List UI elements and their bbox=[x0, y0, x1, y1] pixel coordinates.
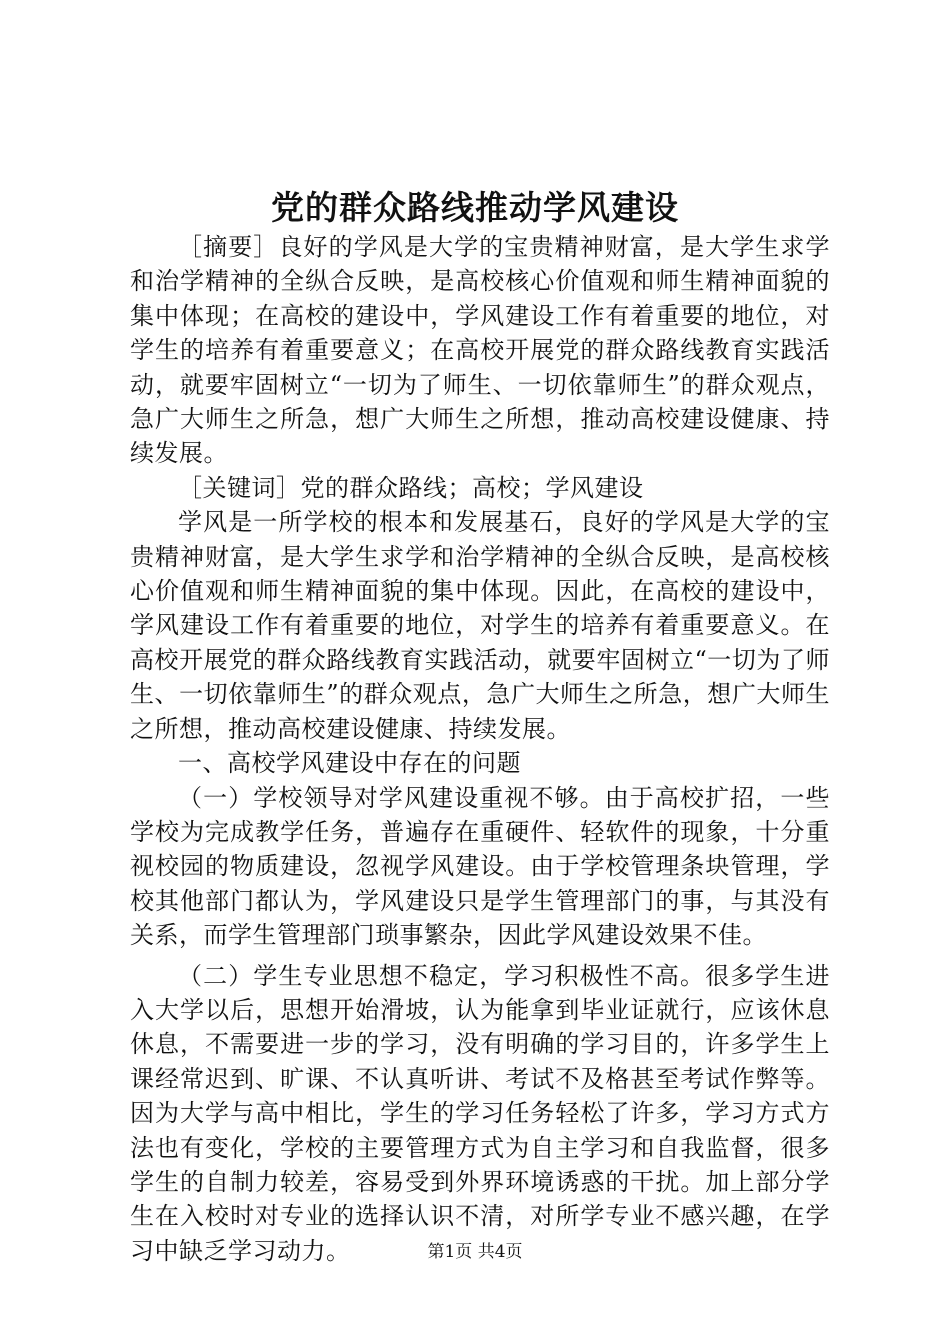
body-paragraph-2: （二）学生专业思想不稳定，学习积极性不高。很多学生进入大学以后，思想开始滑坡，认为能拿到毕业证就行，应该休息休息，不需要进一步的学习，没有明确的学习目的，许多学生上课经常迟到、旷课、不认真听讲、考试不及格甚至考试作弊等。因为大学与高中相比，学生的学习任务轻松了许多，学习方式方法也有变化，学校的主要管理方式为自主学习和自我监督，很多学生的自制力较差，容易受到外界环境诱惑的干扰。加上部分学生在入校时对专业的选择认识不清，对所学专业不感兴趣，在学习中缺乏学习动力。 bbox=[130, 961, 830, 1265]
keywords-paragraph: ［关键词］党的群众路线；高校；学风建设 bbox=[178, 473, 644, 502]
abstract-paragraph: ［摘要］良好的学风是大学的宝贵精神财富，是大学生求学和治学精神的全纵合反映，是高校核心价值观和师生精神面貌的集中体现；在高校的建设中，学风建设工作有着重要的地位，对学生的培养有着重要意义；在高校开展党的群众路线教育实践活动，就要牢固树立“一切为了师生、一切依靠师生”的群众观点，急广大师生之所急，想广大师生之所想，推动高校建设健康、持续发展。 bbox=[130, 233, 830, 468]
section-heading: 一、高校学风建设中存在的问题 bbox=[178, 749, 521, 778]
document-body bbox=[130, 230, 830, 1268]
body-paragraph-1: （一）学校领导对学风建设重视不够。由于高校扩招，一些学校为完成教学任务，普遍存在重硬件、轻软件的现象，十分重视校园的物质建设，忽视学风建设。由于学校管理条块管理，学校其他部门都认为，学风建设只是学生管理部门的事，与其没有关系，而学生管理部门琐事繁杂，因此学风建设效果不佳。 bbox=[130, 783, 830, 950]
document-title: 党的群众路线推动学风建设 bbox=[271, 188, 679, 227]
page-footer: 第1页 共4页 bbox=[427, 1242, 523, 1262]
intro-paragraph: 学风是一所学校的根本和发展基石，良好的学风是大学的宝贵精神财富，是大学生求学和治学精神的全纵合反映，是高校核心价值观和师生精神面貌的集中体现。因此，在高校的建设中，学风建设工作有着重要的地位，对学生的培养有着重要意义。在高校开展党的群众路线教育实践活动，就要牢固树立“一切为了师生、一切依靠师生”的群众观点，急广大师生之所急，想广大师生之所想，推动高校建设健康、持续发展。 bbox=[130, 508, 830, 743]
